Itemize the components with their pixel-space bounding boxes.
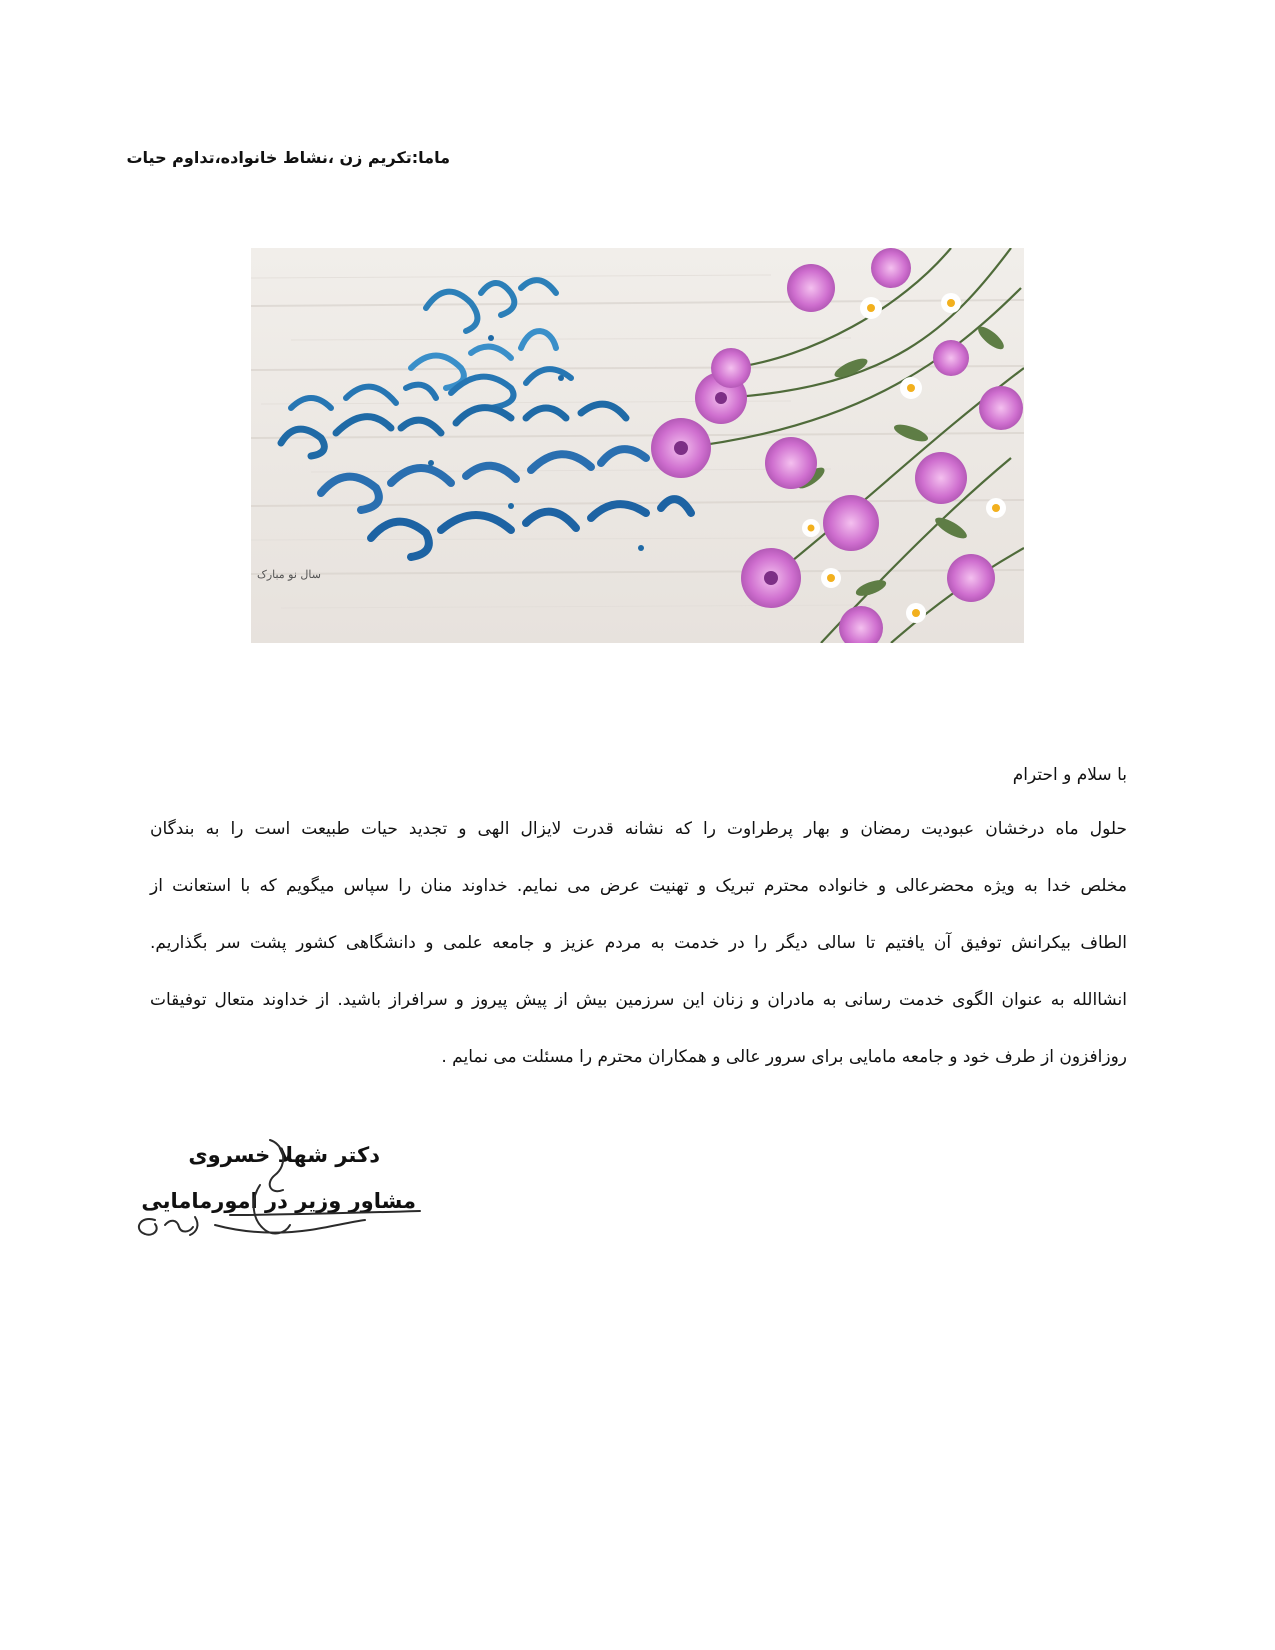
signer-role: مشاور وزیر در امورمامایی — [141, 1189, 416, 1213]
greeting-card-image — [251, 248, 1024, 643]
body-line: مخلص خدا به ویژه محضرعالی و خانواده محترم تبریک و تهنیت عرض می نمایم. خداوند منان را سپاس میگویم که با استعانت از — [150, 876, 1127, 896]
header-title: ماما:تکریم زن ،نشاط خانواده،تداوم حیات — [126, 148, 450, 167]
letter-body — [150, 812, 1127, 1097]
signer-name: دکتر شهلا خسروی — [188, 1143, 380, 1167]
signature-block — [120, 1135, 430, 1255]
body-line: انشاالله به عنوان الگوی خدمت رسانی به مادران و زنان این سرزمین بیش از پیش پیروز و سرافراز باشید. از خداوند متعال توفیقات — [150, 990, 1127, 1010]
body-line: الطاف بیکرانش توفیق آن یافتیم تا سالی دیگر را در خدمت به مردم عزیز و جامعه علمی و دانشگاهی کشور پشت سر بگذاریم. — [150, 933, 1127, 953]
body-line: روزافزون از طرف خود و جامعه مامایی برای سرور عالی و همکاران محترم را مسئلت می نمایم . — [441, 1047, 1127, 1067]
banner-caption: سال نو مبارک — [256, 568, 321, 581]
body-line: حلول ماه درخشان عبودیت رمضان و بهار پرطراوت را که نشانه قدرت لایزال الهی و تجدید حیات طبیعت است را به بندگان — [150, 819, 1127, 839]
greeting-line: با سلام و احترام — [1012, 765, 1127, 785]
handwritten-signature-icon — [120, 1135, 430, 1255]
